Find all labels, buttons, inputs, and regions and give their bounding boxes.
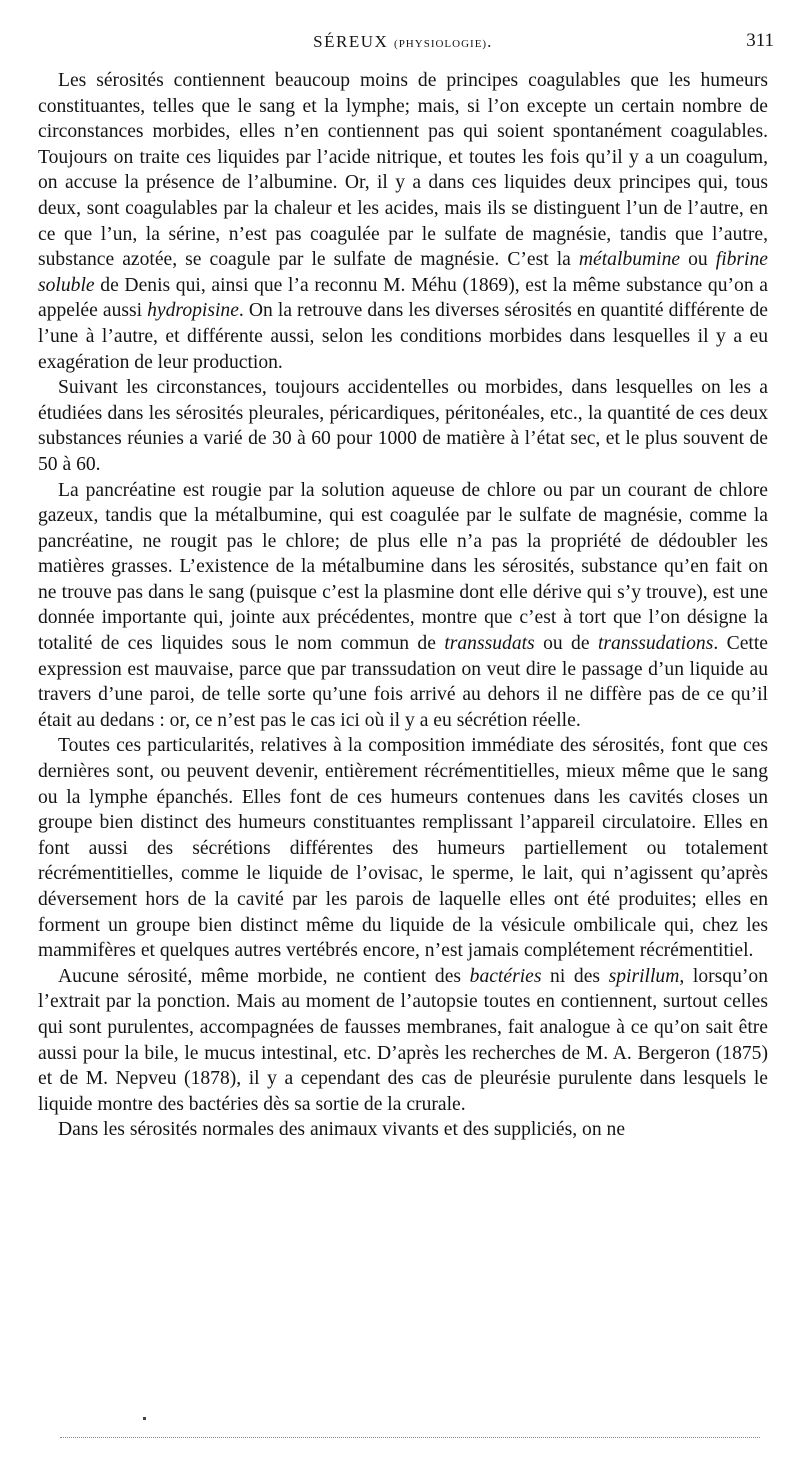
body-text xyxy=(38,68,768,1143)
paragraph xyxy=(38,375,768,477)
text-run: Toutes ces particularités, relatives à la composition immédiate des sérosités, font que ces dernières sont, ou peuvent devenir, entièrement récrémentitielles, mieux même que le sang ou la lymphe épanchés. Elles font de ces humeurs contenues dans les cavités closes un groupe bien distinct des humeurs constituantes remplissant l’appareil circulatoire. Elles en font aussi des sécrétions différentes des humeurs partiellement ou totalement récrémentitielles, comme le liquide de l’ovisac, le sperme, le lait, qui n’agissent qu’après déversement hors de la cavité par les parois de laquelle elles ont été produites; elles en forment un groupe bien distinct même du liquide de la vésicule ombilicale qui, chez les mammifères et quelques autres vertébrés encore, n’est jamais complétement récrémentitiel. xyxy=(38,735,768,962)
text-run: Suivant les circonstances, toujours accidentelles ou morbides, dans lesquelles on les a étudiées dans les sérosités pleurales, péricardiques, péritonéales, etc., la quantité de ces deux substances réunies a varié de 30 à 60 pour 1000 de matière à l’état sec, et le plus souvent de 50 à 60. xyxy=(38,377,768,475)
text-run: Dans les sérosités normales des animaux vivants et des suppliciés, on ne xyxy=(58,1119,626,1141)
text-run: , lorsqu’on l’extrait par la ponction. Mais au moment de l’autopsie toutes en contiennent, surtout celles qui sont purulentes, accompagnées de fausses membranes, fait analogue à ce qu’on sait être aussi pour la bile, le mucus intestinal, etc. D’après les recherches de M. A. Bergeron (1875) et de M. Nepveu (1878), il y a cependant des cas de pleurésie purulente dans lesquels le liquide montre des bactéries dès sa sortie de la crurale. xyxy=(38,965,768,1115)
paragraph xyxy=(38,733,768,963)
text-run: Les sérosités contiennent beaucoup moins de principes coagulables que les humeurs constituantes, telles que le sang et la lymphe; mais, si l’on excepte un certain nombre de circonstances morbides, elles n’en contiennent pas qui soient spontanément coagulables. Toujours on traite ces liquides par l’acide nitrique, et toutes les fois qu’il y a un coagulum, on accuse la présence de l’albumine. Or, il y a dans ces liquides deux principes qui, tous deux, sont coagulables par la chaleur et les acides, mais ils se distinguent l’un de l’autre, en ce que l’un, la sérine, n’est pas coagulée par le sulfate de magnésie, tandis que l’autre, substance azotée, se coagule par le sulfate de magnésie. C’est la xyxy=(38,70,768,271)
running-head-period: . xyxy=(487,32,493,51)
italic-term: hydropisine xyxy=(147,300,239,322)
text-run: ni des xyxy=(541,965,609,987)
footer-mark xyxy=(143,1417,146,1420)
running-head xyxy=(38,32,768,52)
text-run: . Cette expression est mauvaise, parce que par transsudation on veut dire le passage d’un liquide au travers d’une paroi, de telle sorte qu’une fois arrivé au dehors il ne diffère pas de ce qu’il était au dedans : or, ce n’est pas le cas ici où il y a eu sécrétion réelle. xyxy=(38,633,768,731)
italic-term: transsudations xyxy=(597,633,714,655)
paragraph xyxy=(38,1117,768,1143)
page-number: 311 xyxy=(746,30,774,51)
running-head-subtitle: (PHYSIOLOGIE) xyxy=(394,38,488,50)
italic-term: transsudats xyxy=(444,633,535,655)
italic-term: métalbumine xyxy=(578,249,681,271)
italic-term: fibrine soluble xyxy=(38,249,768,296)
text-run: Aucune sérosité, même morbide, ne contient des xyxy=(58,965,470,987)
paragraph xyxy=(38,68,768,375)
italic-term: bactéries xyxy=(469,965,542,987)
page xyxy=(38,28,774,1143)
text-run: ou de xyxy=(534,633,598,655)
text-run: ou xyxy=(680,249,716,271)
italic-term: spirillum xyxy=(608,965,680,987)
page-header xyxy=(38,28,774,58)
paragraph xyxy=(38,478,768,734)
running-head-title: SÉREUX xyxy=(313,32,389,51)
text-run: La pancréatine est rougie par la solution aqueuse de chlore ou par un courant de chlore gazeux, tandis que la métalbumine, qui est coagulée par le sulfate de magnésie, comme la pancréatine, ne rougit pas le chlore; de plus elle n’a pas la propriété de dédoubler les matières grasses. L’existence de la métalbumine dans les sérosités, substance qu’en fait on ne trouve pas dans le sang (puisque c’est la plasmine dont elle dérive qui s’y trouve), est une donnée importante qui, jointe aux précédentes, montre que c’est à tort que l’on désigne la totalité de ces liquides sous le nom commun de xyxy=(38,479,768,655)
paragraph xyxy=(38,964,768,1118)
text-run: . On la retrouve dans les diverses sérosités en quantité différente de l’une à l’autre, et différente aussi, selon les conditions morbides dans lesquelles il y a eu exagération de leur production. xyxy=(38,300,769,373)
text-run: de Denis qui, ainsi que l’a reconnu M. Méhu (1869), est la même substance qu’on a appelée aussi xyxy=(38,274,768,322)
footer-rule xyxy=(60,1437,760,1438)
